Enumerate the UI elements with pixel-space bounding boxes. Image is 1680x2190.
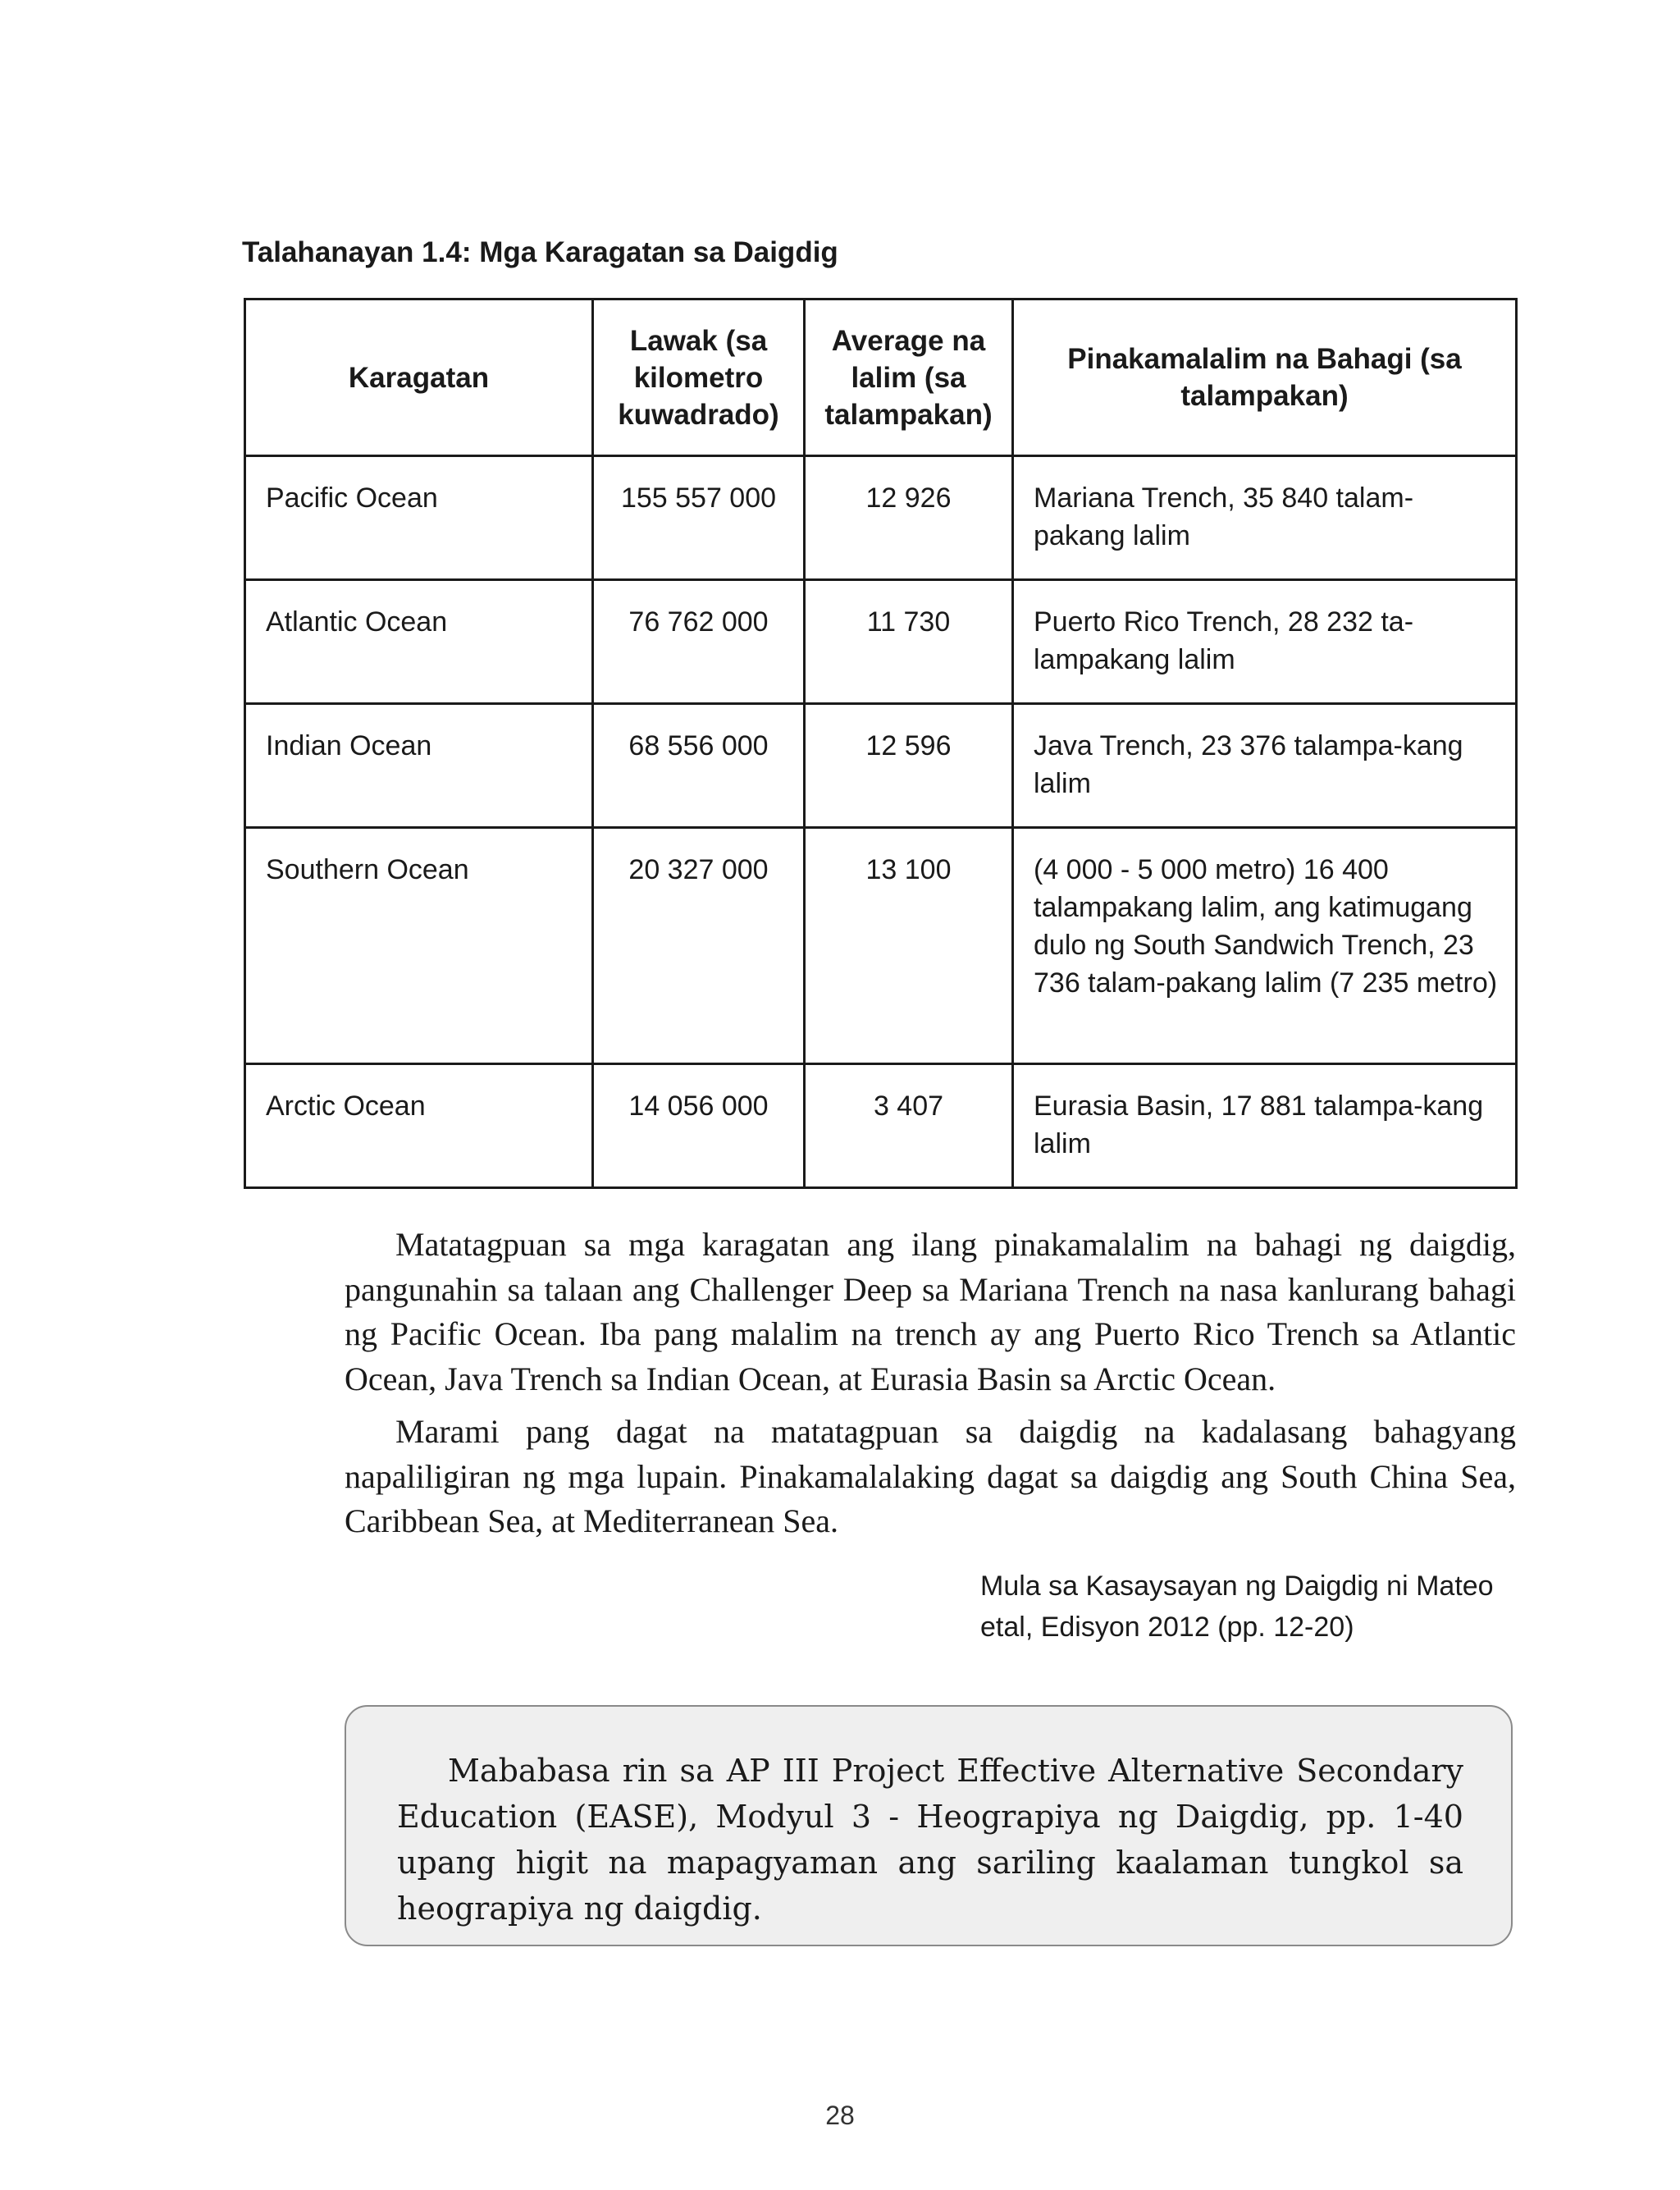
cell-ocean: Southern Ocean xyxy=(245,828,593,1064)
cell-deepest: Mariana Trench, 35 840 talam-pakang lalim xyxy=(1013,456,1517,580)
header-average-lalim: Average na lalim (sa talampakan) xyxy=(805,299,1013,456)
cell-depth: 12 926 xyxy=(805,456,1013,580)
table-row xyxy=(245,704,1517,828)
oceans-table xyxy=(244,298,1518,1189)
table-row xyxy=(245,456,1517,580)
cell-ocean: Atlantic Ocean xyxy=(245,580,593,704)
cell-depth: 12 596 xyxy=(805,704,1013,828)
paragraph-deepest-parts: Matatagpuan sa mga karagatan ang ilang pinakamalalim na bahagi ng daigdig, pangunahin sa talaan ang Challenger Deep sa Mariana Trench na nasa kanlurang bahagi ng Pacific Ocean. Iba pang malalim na trench ay ang Puerto Rico Trench sa Atlantic Ocean, Java Trench sa Indian Ocean, at Eurasia Basin sa Arctic Ocean. xyxy=(345,1226,1516,1397)
source-citation: Mula sa Kasaysayan ng Daigdig ni Mateo etal, Edisyon 2012 (pp. 12-20) xyxy=(980,1570,1494,1643)
cell-depth: 13 100 xyxy=(805,828,1013,1064)
table-caption: Talahanayan 1.4: Mga Karagatan sa Daigdig xyxy=(242,236,838,268)
cell-ocean: Indian Ocean xyxy=(245,704,593,828)
table-row xyxy=(245,580,1517,704)
cell-depth: 11 730 xyxy=(805,580,1013,704)
cell-area: 76 762 000 xyxy=(593,580,805,704)
table-header-row xyxy=(245,299,1517,456)
table-row xyxy=(245,828,1517,1064)
cell-deepest: Java Trench, 23 376 talampa-kang lalim xyxy=(1013,704,1517,828)
cell-ocean: Pacific Ocean xyxy=(245,456,593,580)
reading-note-box xyxy=(345,1705,1513,1946)
cell-deepest: Eurasia Basin, 17 881 talampa-kang lalim xyxy=(1013,1064,1517,1188)
cell-area: 68 556 000 xyxy=(593,704,805,828)
cell-area: 155 557 000 xyxy=(593,456,805,580)
page-number: 28 xyxy=(825,2101,855,2130)
table-row xyxy=(245,1064,1517,1188)
cell-area: 20 327 000 xyxy=(593,828,805,1064)
cell-ocean: Arctic Ocean xyxy=(245,1064,593,1188)
paragraph-seas: Marami pang dagat na matatagpuan sa daigdig na kadalasang bahagyang napaliligiran ng mga lupain. Pinakamalalaking dagat sa daigdig ang South China Sea, Caribbean Sea, at Mediterranean Sea. xyxy=(345,1413,1516,1539)
reading-note-text: Mababasa rin sa AP III Project Effective Alternative Secondary Education (EASE), Modyul 3 - Heograpiya ng Daigdig, pp. 1-40 upang higit na mapagyaman ang sariling kaalaman tungkol sa heograpiya ng daigdig. xyxy=(397,1753,1463,1927)
header-lawak: Lawak (sa kilometro kuwadrado) xyxy=(593,299,805,456)
header-pinakamalalim: Pinakamalalim na Bahagi (sa talampakan) xyxy=(1013,299,1517,456)
cell-deepest: Puerto Rico Trench, 28 232 ta-lampakang lalim xyxy=(1013,580,1517,704)
header-karagatan: Karagatan xyxy=(245,299,593,456)
cell-area: 14 056 000 xyxy=(593,1064,805,1188)
cell-deepest: (4 000 - 5 000 metro) 16 400 talampakang lalim, ang katimugang dulo ng South Sandwich Trench, 23 736 talam-pakang lalim (7 235 metro) xyxy=(1013,828,1517,1064)
cell-depth: 3 407 xyxy=(805,1064,1013,1188)
